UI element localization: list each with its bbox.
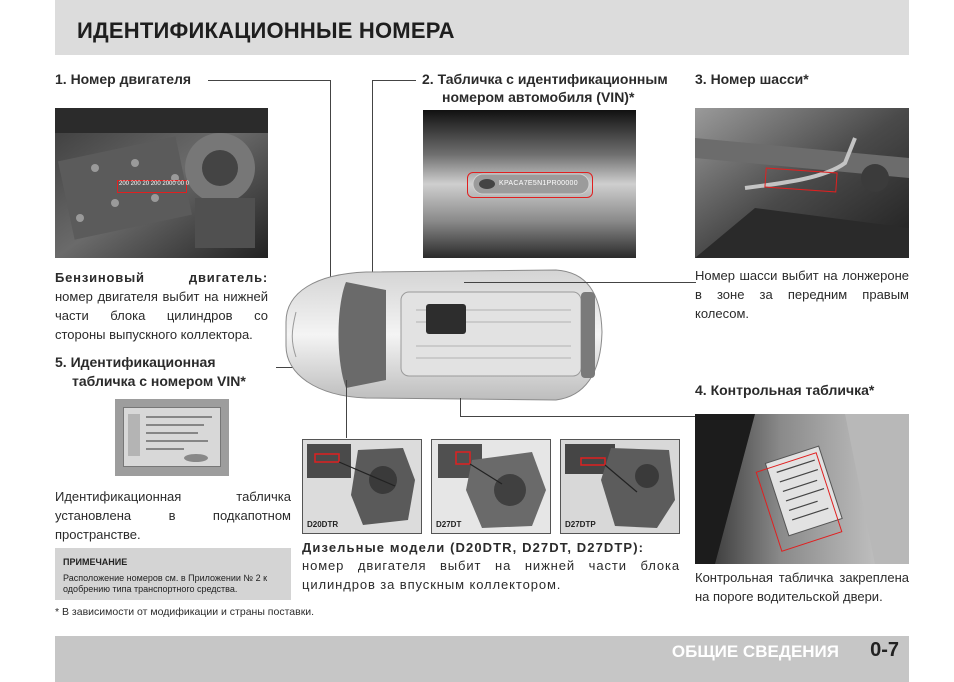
car-top-view-image (276, 262, 606, 412)
section-3-title: 3. Номер шасси* (695, 71, 809, 87)
d27dt-label: D27DT (436, 520, 462, 529)
section-5-title-line1: 5. Идентификационная (55, 354, 216, 370)
leader-line-4 (460, 416, 696, 417)
page-title: ИДЕНТИФИКАЦИОННЫЕ НОМЕРА (77, 18, 455, 43)
leader-line-2 (372, 80, 416, 81)
section-1-title: 1. Номер двигателя (55, 71, 192, 87)
page-footer (55, 636, 909, 682)
diesel-title: Дизельные модели (D20DTR, D27DT, D27DTP): (302, 540, 645, 555)
d27dtp-label: D27DTP (565, 520, 596, 529)
petrol-engine-label: Бензиновый двигатель: (55, 270, 268, 285)
page-number: 0-7 (870, 639, 899, 661)
control-plate-photo (695, 414, 909, 564)
leader-line-3 (464, 282, 696, 283)
vin-photo (423, 110, 636, 258)
diesel-engine-thumb-d27dt (431, 439, 551, 534)
section-2-title-line1: 2. Табличка с идентификационным (422, 71, 668, 87)
note-title: ПРИМЕЧАНИЕ (63, 557, 128, 567)
footnote: * В зависимости от модификации и страны поставки. (55, 606, 315, 618)
leader-line-4-vertical (460, 398, 461, 416)
d20dtr-label: D20DTR (307, 520, 339, 529)
diesel-text: номер двигателя выбит на нижней части блока цилиндров за впускным коллектором. (302, 558, 680, 592)
page-header (55, 0, 909, 55)
section-4-title: 4. Контрольная табличка* (695, 382, 875, 398)
section-5-text: Идентификационная табличка установлена в подкапотном пространстве. (55, 489, 291, 542)
petrol-engine-text: номер двигателя выбит на нижней части блока цилиндров со стороны выпускного коллектора. (55, 289, 268, 342)
diesel-engine-thumb-d27dtp (560, 439, 680, 534)
vin-plate-text: KPACA7E5N1PR00000 (499, 180, 578, 187)
footer-section-title: ОБЩИЕ СВЕДЕНИЯ (671, 642, 839, 661)
section-1-text (55, 268, 268, 344)
note-text: Расположение номеров см. в Приложении № 2 к одобрению типа транспортного средства. (63, 573, 268, 594)
section-2-title-line2: номером автомобиля (VIN)* (442, 89, 635, 105)
engine-number-text: 200 200 20 200 2000 00 0 (119, 181, 190, 187)
leader-line-diesel (346, 380, 347, 438)
section-4-text: Контрольная табличка закреплена на пороге водительской двери. (695, 570, 909, 604)
note-box (55, 548, 291, 600)
diesel-engine-thumb-d20dtr (302, 439, 422, 534)
section-5-title-line2: табличка с номером VIN* (72, 373, 246, 389)
chassis-photo (695, 108, 909, 258)
vin-plate (123, 407, 221, 467)
engine-photo (55, 108, 268, 258)
leader-line-1 (208, 80, 330, 81)
section-3-text: Номер шасси выбит на лонжероне в зоне за передним правым колесом. (695, 268, 909, 321)
vin-plate-lines (124, 408, 220, 466)
car-top-view (276, 262, 606, 412)
vin-plate-photo (115, 399, 229, 476)
